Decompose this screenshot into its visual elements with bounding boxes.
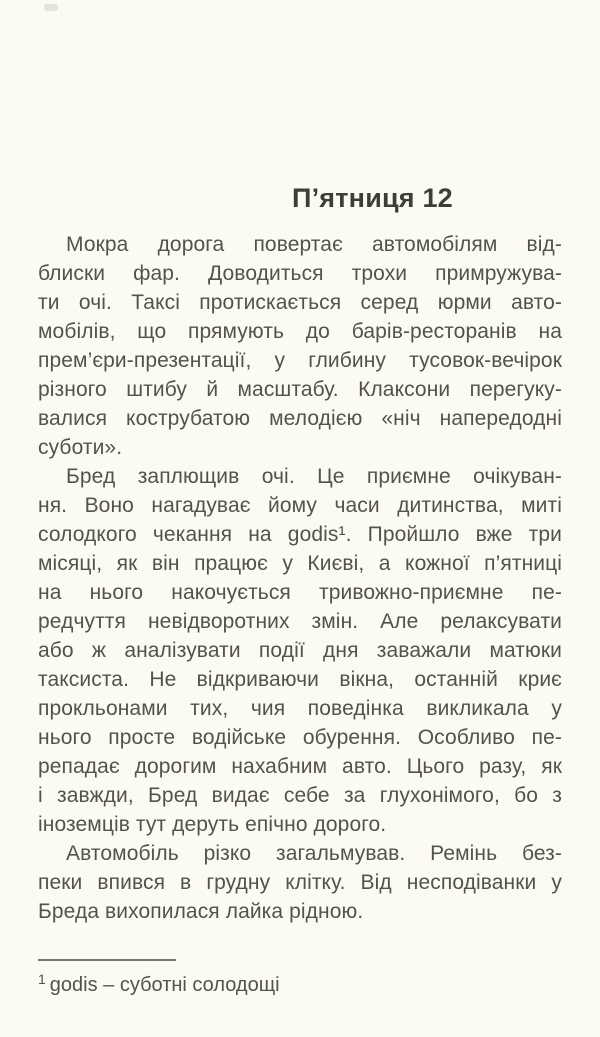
footnote-text: godis – суботні солодощі [49,974,280,996]
text-line: Бреда вихопилася лайка рідною. [38,900,364,923]
text-line: іноземців тут деруть епічно дорого. [38,813,387,836]
text-line: місяці, як він працює у Києві, а кожної п’ятниці [38,552,562,575]
chapter-title: П’ятниця 12 [292,183,453,213]
text-line: валися кострубатою мелодією «ніч напередодні [38,407,562,430]
text-line: і завжди, Бред видає себе за глухонімого, бо з [38,784,562,807]
text-line: редчуття невідворотних змін. Але релаксувати [38,610,562,633]
text-line: солодкого чекання на godis¹. Пройшло вже три [38,523,562,546]
text-line: прокльонами тих, чия поведінка викликала у [38,697,562,720]
text-line: таксиста. Не відкриваючи вікна, останній криє [38,668,562,691]
text-line: або ж аналізувати події дня заважали матюки [38,639,562,662]
text-line: ня. Воно нагадуває йому часи дитинства, миті [38,494,562,517]
text-line: репадає дорогим нахабним авто. Цього разу, як [38,755,562,778]
footnote-separator [38,959,176,961]
text-line: прем’єри-презентації, у глибину тусовок-вечірок [38,349,562,372]
text-line: блиски фар. Доводиться трохи примружува- [38,262,562,285]
footnote-marker: 1 [38,971,46,987]
text-line: суботи». [38,436,123,459]
text-line: Бред заплющив очі. Це приємне очікуван- [66,465,562,488]
text-line: ти очі. Таксі протискається серед юрми авто- [38,291,562,314]
text-line: Автомобіль різко загальмував. Ремінь без- [66,842,562,865]
text-line: Мокра дорога повертає автомобілям від- [66,233,562,256]
text-line: нього просте водійське обурення. Особливо пе- [38,726,562,749]
text-line: пеки впився в грудну клітку. Від несподіванки у [38,871,562,894]
text-line: різного штибу й масштабу. Клаксони перегуку- [38,378,562,401]
scan-artifact [44,4,58,11]
footnote [38,966,562,999]
body-text [38,230,562,926]
text-line: мобілів, що прямують до барів-ресторанів на [38,320,562,343]
text-line: на нього накочується тривожно-приємне пе- [38,581,562,604]
